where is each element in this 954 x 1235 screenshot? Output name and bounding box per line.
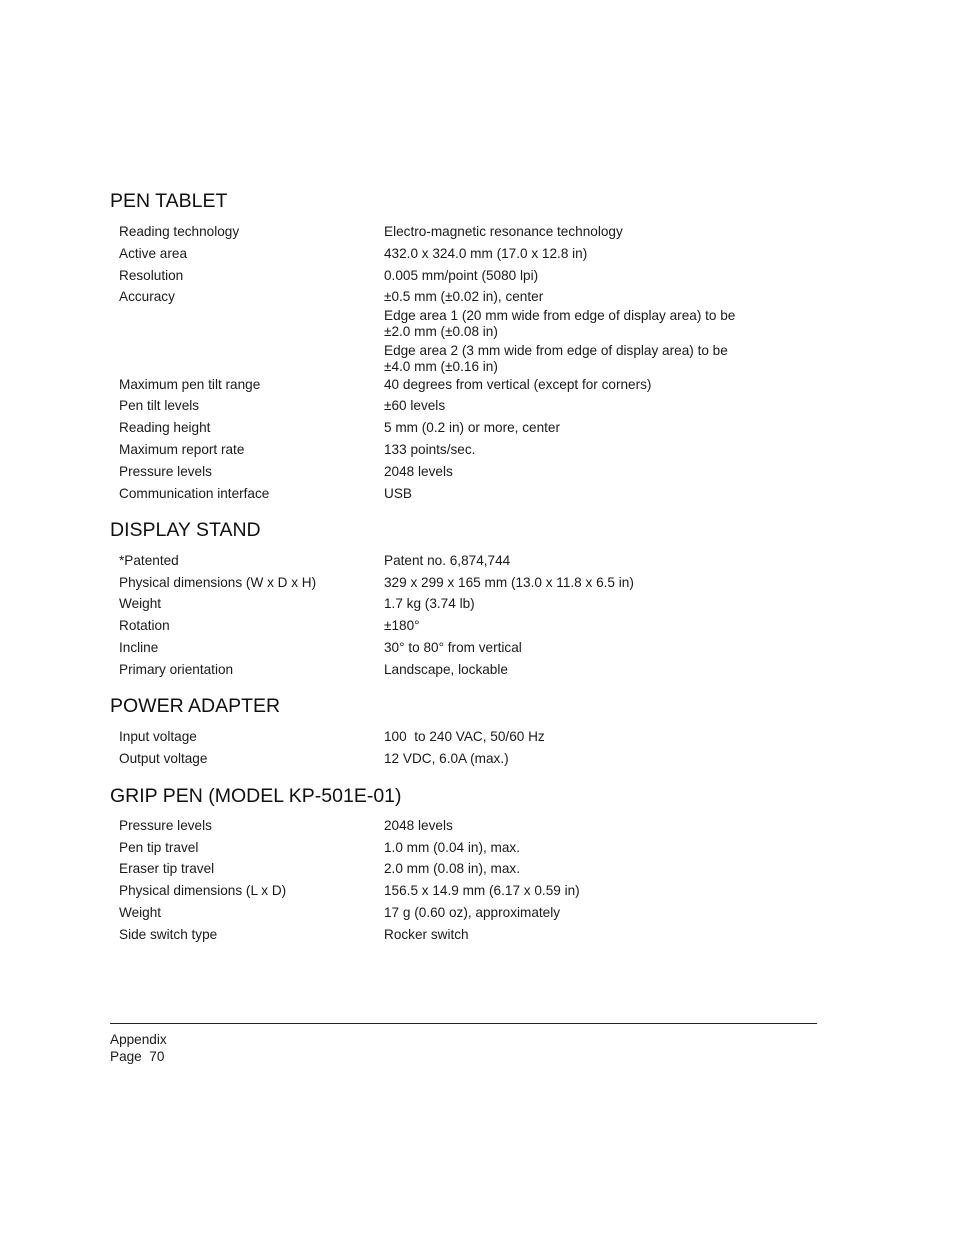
spec-label: Rotation (119, 618, 170, 633)
spec-label: Pen tilt levels (119, 398, 200, 413)
spec-value: 30° to 80° from vertical (384, 640, 522, 655)
spec-label: Maximum report rate (119, 442, 245, 457)
spec-value: 432.0 x 324.0 mm (17.0 x 12.8 in) (384, 246, 588, 261)
spec-value: 1.7 kg (3.74 lb) (384, 596, 475, 611)
spec-label: *Patented (119, 553, 179, 568)
spec-value: Rocker switch (384, 927, 469, 942)
spec-label: Resolution (119, 268, 184, 283)
spec-value: USB (384, 486, 412, 501)
spec-value: 0.005 mm/point (5080 lpi) (384, 268, 539, 283)
spec-label: Output voltage (119, 751, 208, 766)
spec-label: Pen tip travel (119, 840, 199, 855)
section-title-grip-pen: GRIP PEN (MODEL KP-501E-01) (110, 785, 402, 807)
spec-value-line: ±2.0 mm (±0.08 in) (384, 324, 498, 339)
section-title-power-adapter: POWER ADAPTER (110, 695, 281, 717)
spec-value: Landscape, lockable (384, 662, 508, 677)
spec-value: ±60 levels (384, 398, 446, 413)
spec-value: Electro-magnetic resonance technology (384, 224, 623, 239)
spec-label: Reading height (119, 420, 211, 435)
spec-value: 12 VDC, 6.0A (max.) (384, 751, 509, 766)
spec-value: 133 points/sec. (384, 442, 476, 457)
spec-value: 2048 levels (384, 464, 453, 479)
section-title-pen-tablet: PEN TABLET (110, 190, 228, 212)
spec-value-line: ±0.5 mm (±0.02 in), center (384, 289, 544, 304)
accuracy-center (384, 289, 784, 305)
spec-label: Weight (119, 905, 162, 920)
footer-page-number: Page 70 (110, 1049, 165, 1064)
spec-label: Accuracy (119, 289, 175, 304)
spec-label: Side switch type (119, 927, 218, 942)
spec-label: Pressure levels (119, 464, 212, 479)
spec-value-line: ±4.0 mm (±0.16 in) (384, 359, 498, 374)
spec-value: 329 x 299 x 165 mm (13.0 x 11.8 x 6.5 in) (384, 575, 634, 590)
section-title-display-stand: DISPLAY STAND (110, 519, 261, 541)
spec-value: 100 to 240 VAC, 50/60 Hz (384, 729, 545, 744)
spec-label: Input voltage (119, 729, 197, 744)
spec-value: 1.0 mm (0.04 in), max. (384, 840, 520, 855)
spec-label: Primary orientation (119, 662, 234, 677)
spec-value-line: Edge area 2 (3 mm wide from edge of display area) to be (384, 343, 728, 358)
spec-label: Reading technology (119, 224, 240, 239)
spec-value: 2048 levels (384, 818, 453, 833)
spec-label: Physical dimensions (L x D) (119, 883, 287, 898)
spec-value: ±180° (384, 618, 420, 633)
spec-value: 156.5 x 14.9 mm (6.17 x 0.59 in) (384, 883, 580, 898)
spec-value-multiline (384, 289, 784, 375)
spec-label: Maximum pen tilt range (119, 377, 261, 392)
spec-value: 2.0 mm (0.08 in), max. (384, 861, 520, 876)
spec-label: Communication interface (119, 486, 270, 501)
spec-label: Eraser tip travel (119, 861, 215, 876)
spec-value: Patent no. 6,874,744 (384, 553, 511, 568)
spec-value: 17 g (0.60 oz), approximately (384, 905, 561, 920)
accuracy-edge-area-1 (384, 308, 784, 340)
spec-value-line: Edge area 1 (20 mm wide from edge of display area) to be (384, 308, 736, 323)
spec-value: 5 mm (0.2 in) or more, center (384, 420, 561, 435)
spec-label: Incline (119, 640, 159, 655)
spec-label: Weight (119, 596, 162, 611)
spec-value: 40 degrees from vertical (except for corners) (384, 377, 652, 392)
spec-label: Physical dimensions (W x D x H) (119, 575, 317, 590)
accuracy-edge-area-2 (384, 343, 784, 375)
spec-label: Pressure levels (119, 818, 212, 833)
footer-divider (110, 1023, 817, 1024)
spec-label: Active area (119, 246, 188, 261)
footer-section-name: Appendix (110, 1032, 167, 1047)
